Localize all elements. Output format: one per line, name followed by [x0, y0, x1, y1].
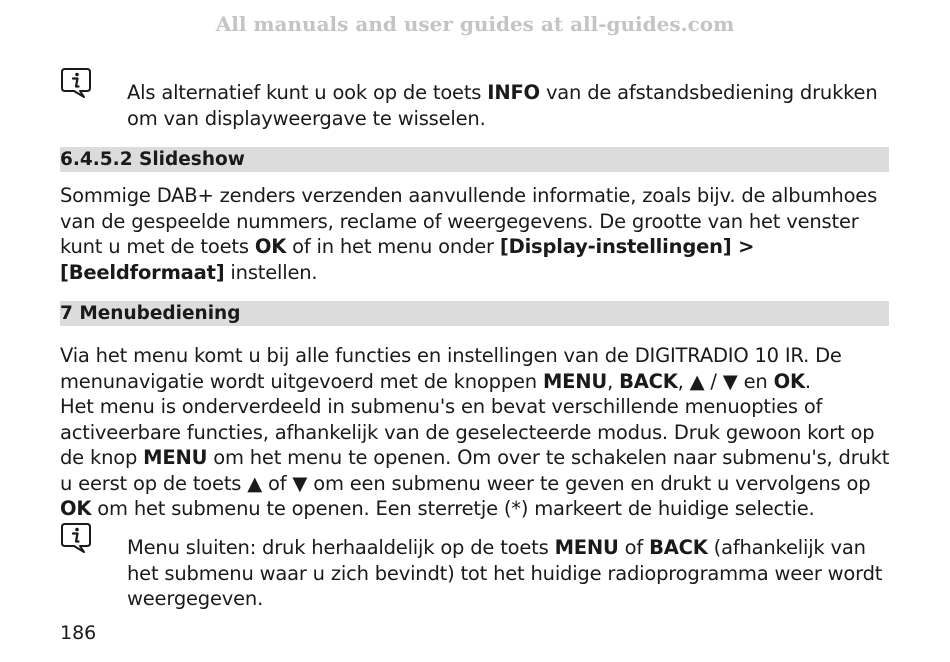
page-number: 186	[60, 622, 97, 644]
watermark: All manuals and user guides at all-guides.com	[215, 12, 735, 36]
note-info-display: Als alternatief kunt u ook op de toets INFO van de afstandsbediening drukken om van displayweergave te wisselen.	[127, 81, 878, 130]
section-heading-menubediening: 7 Menubediening	[60, 301, 889, 326]
note-menu-close: Menu sluiten: druk herhaaldelijk op de toets MENU of BACK (afhankelijk van het submenu waar u zich bevindt) tot het huidige radioprogramma weer wordt weergegeven.	[127, 536, 883, 610]
menubediening-paragraph: Via het menu komt u bij alle functies en instellingen van de DIGITRADIO 10 IR. De menunavigatie wordt uitgevoerd met de knoppen MENU, BACK, ▲ / ▼ en OK. Het menu is onderverdeeld in submenu's en bevat verschillende menuopties of activeerbare functies, afhankelijk van de geselecteerde modus. Druk gewoon kort op de knop MENU om het menu te openen. Om over te schakelen naar submenu's, drukt u eerst op de toets ▲ of ▼ om een submenu weer te geven en drukt u vervolgens op OK om het submenu te openen. Een sterretje (*) markeert de huidige selectie.	[60, 344, 890, 520]
slideshow-paragraph: Sommige DAB+ zenders verzenden aanvullende informatie, zoals bijv. de albumhoes van de gespeelde nummers, reclame of weergegevens. De grootte van het venster kunt u met de toets OK of in het menu onder [Display-instellingen] > [Beeldformaat] instellen.	[60, 184, 878, 284]
section-heading-slideshow: 6.4.5.2 Slideshow	[60, 147, 889, 172]
info-icon	[60, 521, 92, 553]
info-icon	[60, 66, 92, 98]
